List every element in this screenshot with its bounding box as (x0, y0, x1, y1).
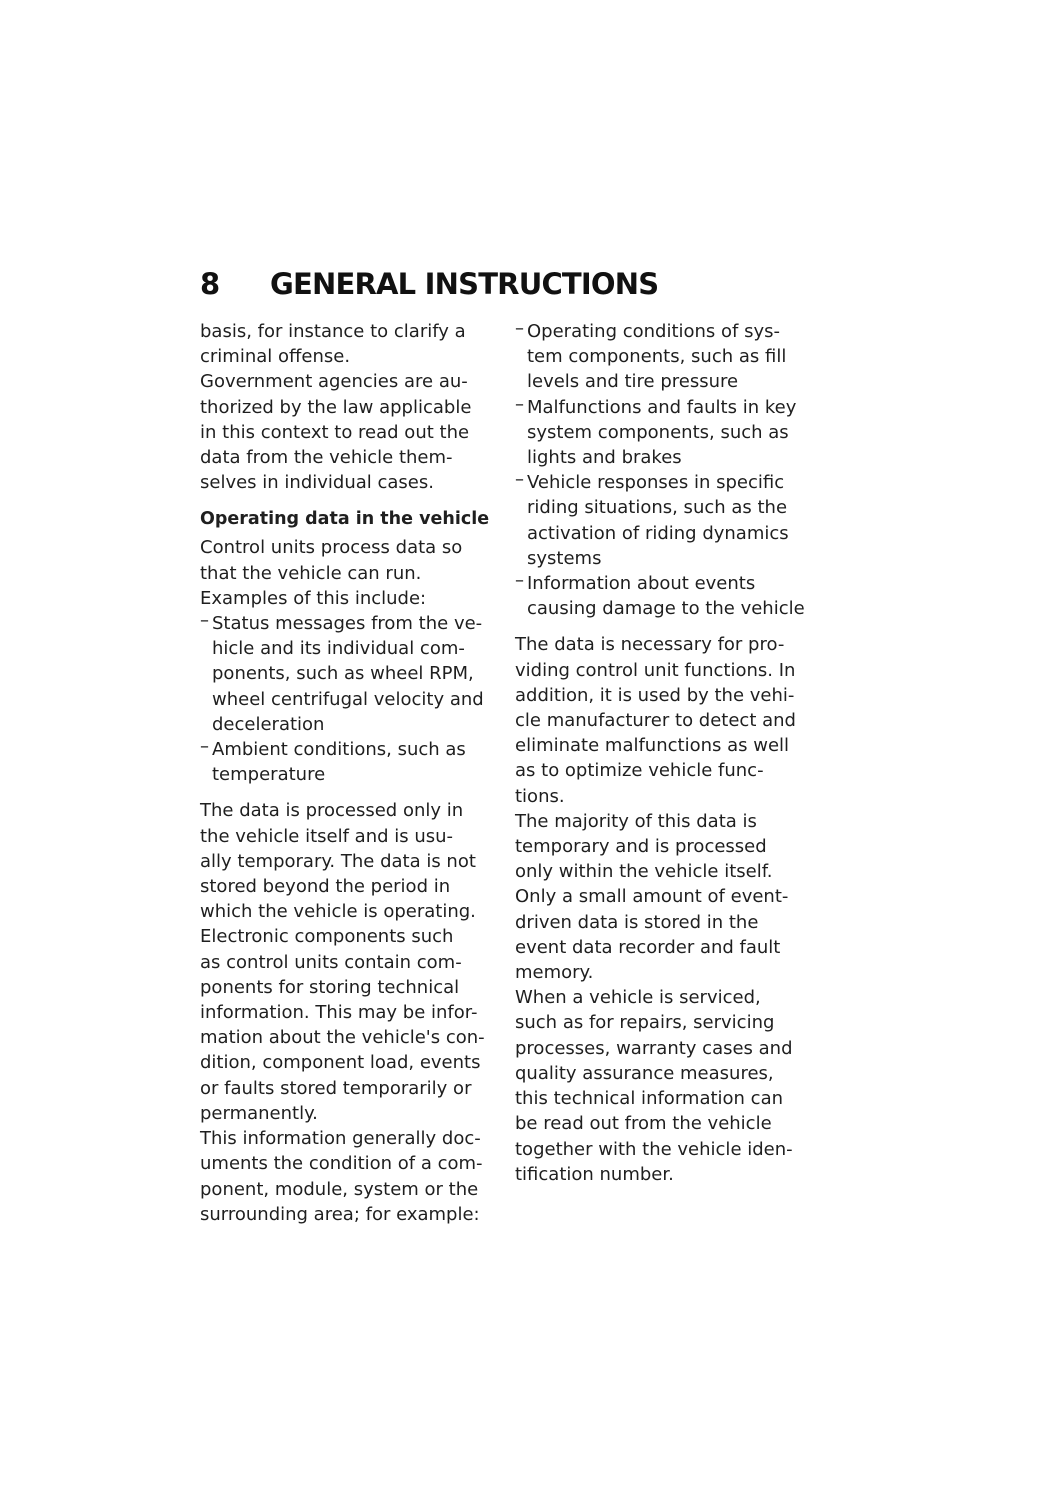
text-line: stored beyond the period in (200, 876, 451, 898)
text-line: thorized by the law applicable (200, 396, 472, 418)
list-item-text: Malfunctions and faults in key (527, 396, 797, 418)
list-item-text: activation of riding dynamics (527, 522, 789, 544)
page-header (200, 262, 658, 306)
text-line: the vehicle itself and is usu- (200, 825, 454, 847)
text-line: this technical information can (515, 1088, 784, 1110)
text-line: permanently. (200, 1102, 318, 1124)
processing-paragraph (200, 798, 500, 1226)
text-line: only within the vehicle itself. (515, 861, 773, 883)
operating-data-paragraph (200, 535, 500, 611)
list-item-text: riding situations, such as the (527, 497, 788, 519)
list-item-text: causing damage to the vehicle (527, 598, 805, 620)
list-item-text: systems (527, 547, 602, 569)
section-heading: Operating data in the vehicle (200, 509, 490, 530)
text-line: be read out from the vehicle (515, 1113, 772, 1135)
dash-bullet-icon: – (200, 610, 209, 632)
text-line: tification number. (515, 1163, 674, 1185)
text-line: driven data is stored in the (515, 911, 759, 933)
list-item-text: lights and brakes (527, 447, 682, 469)
text-line: viding control unit functions. In (515, 659, 796, 681)
list-item-text: Vehicle responses in specific (527, 472, 785, 494)
text-line: in this context to read out the (200, 421, 470, 443)
text-line: temporary and is processed (515, 836, 767, 858)
list-item-text: Ambient conditions, such as (212, 739, 466, 761)
text-line: basis, for instance to clarify a (200, 321, 466, 342)
text-line: The majority of this data is (515, 810, 757, 832)
text-line: surrounding area; for example: (200, 1203, 480, 1225)
text-line: ponents for storing technical (200, 976, 460, 998)
page-title: GENERAL INSTRUCTIONS (270, 267, 659, 301)
text-line: as to optimize vehicle func- (515, 760, 764, 782)
right-column (515, 319, 820, 1187)
text-line: ally temporary. The data is not (200, 850, 476, 872)
text-line: information. This may be infor- (200, 1002, 478, 1024)
text-line: which the vehicle is operating. (200, 901, 476, 923)
text-line: event data recorder and fault (515, 936, 781, 958)
list-item (200, 737, 500, 787)
text-line: data from the vehicle them- (200, 447, 453, 469)
text-line: Government agencies are au- (200, 371, 468, 393)
dash-bullet-icon: – (515, 469, 524, 491)
list-item-text: Information about events (527, 573, 756, 595)
page-number: 8 (200, 267, 220, 301)
dash-bullet-icon: – (515, 570, 524, 592)
list-item-text: Operating conditions of sys- (527, 321, 781, 342)
text-line: dition, component load, events (200, 1052, 481, 1074)
list-item-text: hicle and its individual com- (212, 638, 465, 660)
text-line: tions. (515, 785, 565, 807)
text-line: This information generally doc- (200, 1128, 481, 1150)
text-line: mation about the vehicle's con- (200, 1027, 485, 1049)
text-line: or faults stored temporarily or (200, 1077, 472, 1099)
text-line: quality assurance measures, (515, 1062, 774, 1084)
bullet-list (515, 319, 820, 621)
list-item-text: tem components, such as fill (527, 346, 787, 368)
dash-bullet-icon: – (515, 393, 524, 415)
text-line: Only a small amount of event- (515, 886, 789, 908)
text-line: ponent, module, system or the (200, 1178, 479, 1200)
text-line: processes, warranty cases and (515, 1037, 793, 1059)
text-line: as control units contain com- (200, 951, 462, 973)
list-item (515, 319, 820, 395)
text-line: memory. (515, 962, 594, 984)
list-item-text: levels and tire pressure (527, 371, 739, 393)
list-item-text: system components, such as (527, 421, 789, 443)
dash-bullet-icon: – (200, 736, 209, 758)
text-line: The data is necessary for pro- (515, 634, 785, 656)
list-item-text: wheel centrifugal velocity and (212, 688, 484, 710)
list-item (515, 571, 820, 621)
data-usage-paragraph (515, 632, 820, 1186)
text-line: cle manufacturer to detect and (515, 710, 796, 732)
text-line: eliminate malfunctions as well (515, 735, 790, 757)
text-line: selves in individual cases. (200, 472, 434, 494)
text-line: Control units process data so (200, 537, 463, 559)
text-line: such as for repairs, servicing (515, 1012, 775, 1034)
dash-bullet-icon: – (515, 318, 524, 339)
intro-paragraph (200, 319, 500, 495)
text-line: Examples of this include: (200, 587, 427, 609)
list-item (515, 395, 820, 471)
text-line: When a vehicle is serviced, (515, 987, 761, 1009)
bullet-list (200, 611, 500, 787)
list-item-text: deceleration (212, 713, 325, 735)
list-item-text: ponents, such as wheel RPM, (212, 663, 474, 685)
list-item (515, 470, 820, 571)
text-line: The data is processed only in (200, 800, 464, 822)
text-line: together with the vehicle iden- (515, 1138, 793, 1160)
text-line: uments the condition of a com- (200, 1153, 483, 1175)
text-line: addition, it is used by the vehi- (515, 684, 795, 706)
text-line: that the vehicle can run. (200, 562, 422, 584)
list-item (200, 611, 500, 737)
text-line: Electronic components such (200, 926, 454, 948)
left-column (200, 319, 500, 1227)
text-line: criminal offense. (200, 346, 351, 368)
list-item-text: Status messages from the ve- (212, 613, 483, 635)
list-item-text: temperature (212, 764, 326, 786)
